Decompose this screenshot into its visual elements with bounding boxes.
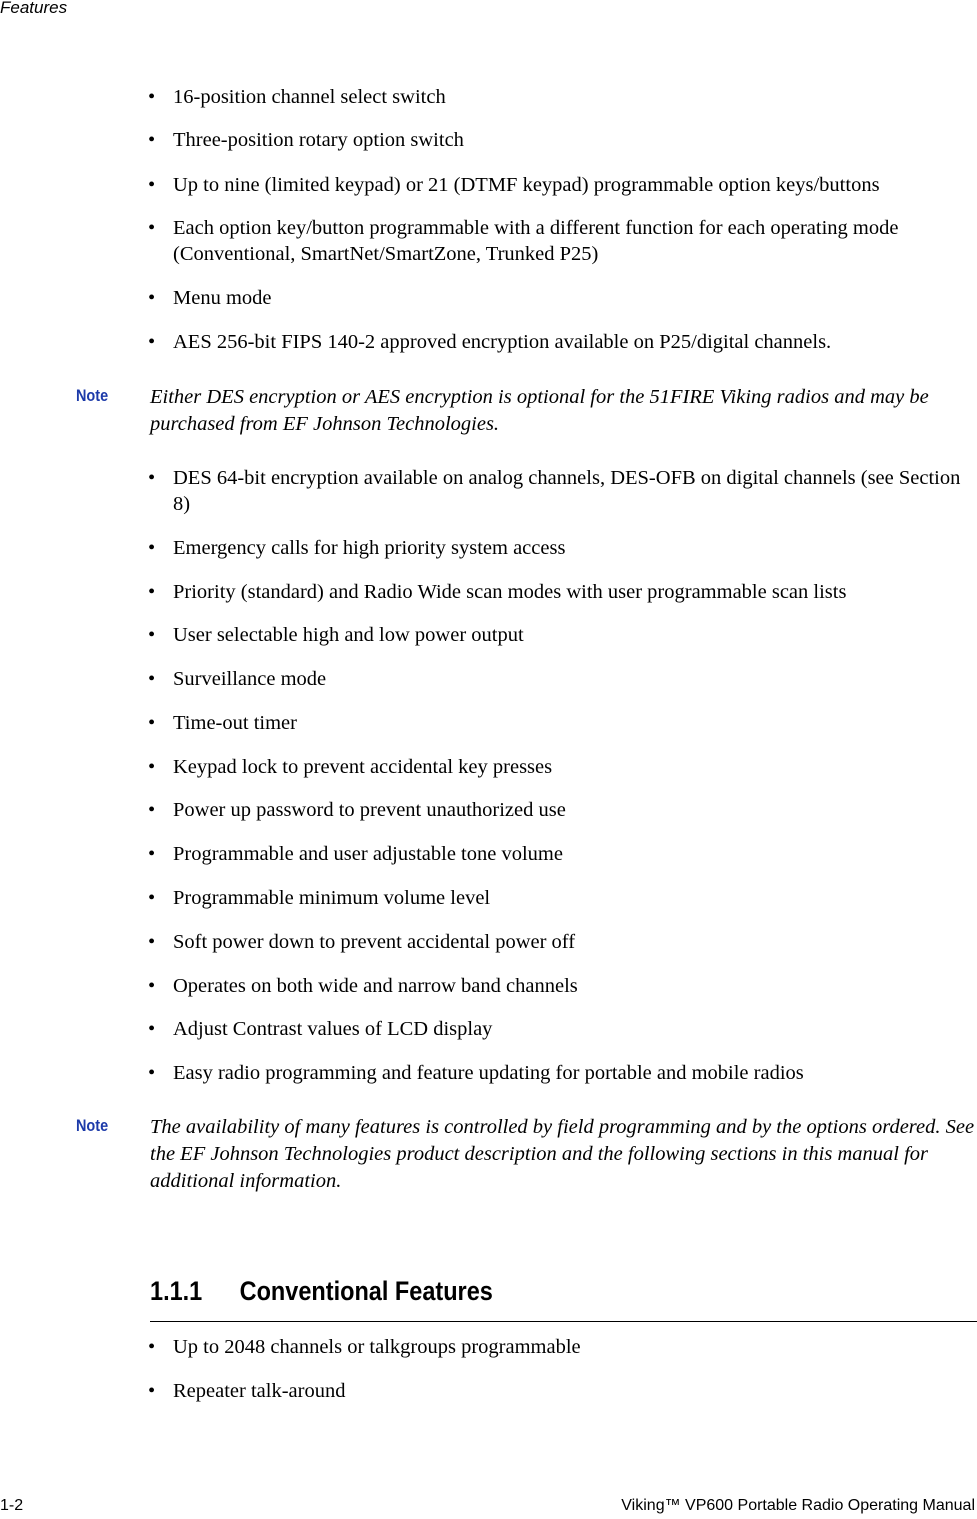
list-item: • DES 64-bit encryption available on analog channels, DES-OFB on digital channels (see Section 8)	[148, 465, 977, 517]
list-item: • Menu mode	[148, 285, 977, 311]
list-item: • Adjust Contrast values of LCD display	[148, 1016, 977, 1042]
list-item: • 16-position channel select switch	[148, 84, 977, 110]
list-item: • Up to nine (limited keypad) or 21 (DTMF keypad) programmable option keys/buttons	[148, 172, 977, 198]
feature-list-2	[148, 465, 977, 1086]
section-number: 1.1.1	[150, 1276, 203, 1306]
list-item: • Each option key/button programmable with a different function for each operating mode (Conventional, SmartNet/SmartZone, Trunked P25)	[148, 215, 977, 267]
list-item: • Priority (standard) and Radio Wide scan modes with user programmable scan lists	[148, 579, 977, 605]
note-label: Note	[76, 386, 109, 405]
section-title: Conventional Features	[239, 1276, 493, 1306]
list-item: • Emergency calls for high priority system access	[148, 535, 977, 561]
list-item: • Operates on both wide and narrow band channels	[148, 973, 977, 999]
note-text: The availability of many features is controlled by field programming and by the options ordered. See the EF Johnson Technologies product description and the following sections in this manual for additional information.	[150, 1116, 975, 1192]
list-item: • Time-out timer	[148, 710, 977, 736]
section-heading	[150, 1276, 493, 1307]
list-item: • Easy radio programming and feature updating for portable and mobile radios	[148, 1060, 977, 1086]
note-text: Either DES encryption or AES encryption is optional for the 51FIRE Viking radios and may be purchased from EF Johnson Technologies.	[150, 386, 929, 435]
list-item: • Programmable and user adjustable tone volume	[148, 841, 977, 867]
list-item: • User selectable high and low power output	[148, 622, 977, 648]
manual-title: Viking™ VP600 Portable Radio Operating Manual	[621, 1497, 975, 1514]
list-item: • Soft power down to prevent accidental power off	[148, 929, 977, 955]
list-item: • Programmable minimum volume level	[148, 885, 977, 911]
list-item: • Up to 2048 channels or talkgroups programmable	[148, 1334, 977, 1360]
section-divider	[150, 1321, 977, 1322]
list-item: • Keypad lock to prevent accidental key presses	[148, 754, 977, 780]
page-number: 1-2	[0, 1497, 24, 1514]
feature-list-3	[148, 1334, 977, 1404]
list-item: • Repeater talk-around	[148, 1378, 977, 1404]
list-item: • Power up password to prevent unauthorized use	[148, 797, 977, 823]
list-item: • AES 256-bit FIPS 140-2 approved encryption available on P25/digital channels.	[148, 329, 977, 355]
feature-list-1	[148, 84, 977, 355]
list-item: • Surveillance mode	[148, 666, 977, 692]
list-item: • Three-position rotary option switch	[148, 127, 977, 153]
running-header: Features	[0, 0, 68, 17]
note-label: Note	[76, 1116, 109, 1135]
